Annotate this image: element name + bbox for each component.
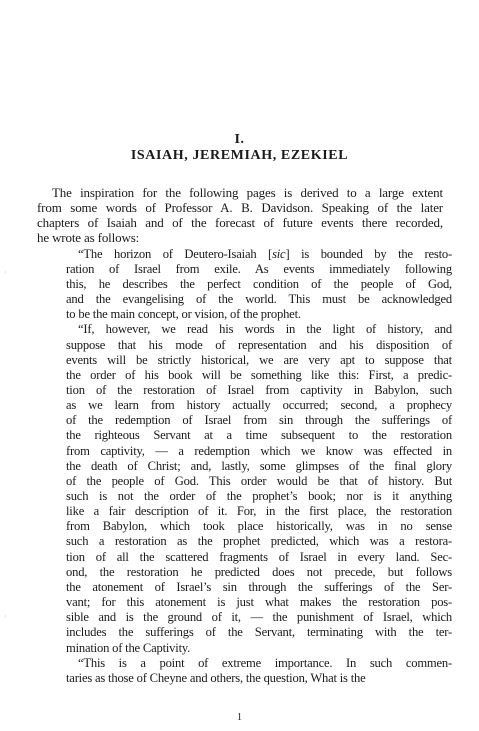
quote-line: “If, however, we read his words in the light of history, and [78,322,452,337]
quote-line: such a restoration as the prophet predicted, which was a restora- [66,534,452,549]
quote-line: to be the main concept, or vision, of the prophet. [66,307,301,322]
margin-speck: · [4,612,7,621]
intro-line: he wrote as follows: [37,230,140,246]
quote-line: tion of the restoration of Israel from captivity in Babylon, such [66,382,452,397]
quote-line: from Babylon, which took place historically, was in no sense [66,519,452,534]
chapter-number: I. [234,132,245,147]
quote-line: such is not the order of the prophet’s book; nor is it anything [66,489,452,503]
page-number: 1 [237,712,242,723]
quote-line: ration of Israel from exile. As events immediately following [66,261,452,276]
quote-line: taries as those of Cheyne and others, the question, What is the [66,670,366,685]
chapter-title: ISAIAH, JEREMIAH, EZEKIEL [130,148,349,163]
quote-line: of the redemption of Israel from sin through the sufferings of [66,413,452,428]
quote-line: tion of all the scattered fragments of Israel in every land. Sec- [66,549,452,564]
quote-line: includes the sufferings of the Servant, terminating with the ter- [66,625,452,640]
intro-line: chapters of Isaiah and of the forecast of future events there recorded, [37,215,443,231]
quote-line: the righteous Servant at a time subsequent to the restoration [66,428,452,443]
quote-line: the death of Christ; and, lastly, some glimpses of the final glory [66,458,452,473]
margin-speck: · [4,268,7,277]
quote-line: the order of his book will be something like this: First, a predic- [66,367,452,382]
quote-line: as we learn from history actually occurred; second, a prophecy [66,398,452,413]
quote-line: the atonement of Israel’s sin through the sufferings of the Ser- [66,579,452,594]
intro-line: from some words of Professor A. B. Davidson. Speaking of the later [37,200,443,216]
quote-line: mination of the Captivity. [66,640,191,655]
quote-line: from captivity, — a redemption which we know was effected in [66,443,452,458]
quote-line: like a fair description of it. For, in the first place, the restoration [66,504,452,519]
quote-line: and the evangelising of the world. This must be acknowledged [66,292,452,307]
quote-line: “The horizon of Deutero-Isaiah [sic] is bounded by the resto- [78,246,452,261]
quote-line: vant; for this atonement is just what makes the restoration pos- [66,595,452,610]
quote-line: events will be strictly historical, we are very apt to suppose that [66,352,452,367]
quote-line: this, he describes the perfect condition of the people of God, [66,276,452,291]
quote-line: sible and is the ground of it, — the punishment of Israel, which [66,610,452,625]
quote-line: ond, the restoration he predicted does not precede, but follows [66,564,452,579]
quote-line: suppose that his mode of representation and his disposition of [66,337,452,352]
quote-line: of the people of God. This order would be that of history. But [66,473,452,488]
intro-line: The inspiration for the following pages is derived to a large extent [52,185,443,200]
quote-line: “This is a point of extreme importance. In such commen- [78,655,452,670]
